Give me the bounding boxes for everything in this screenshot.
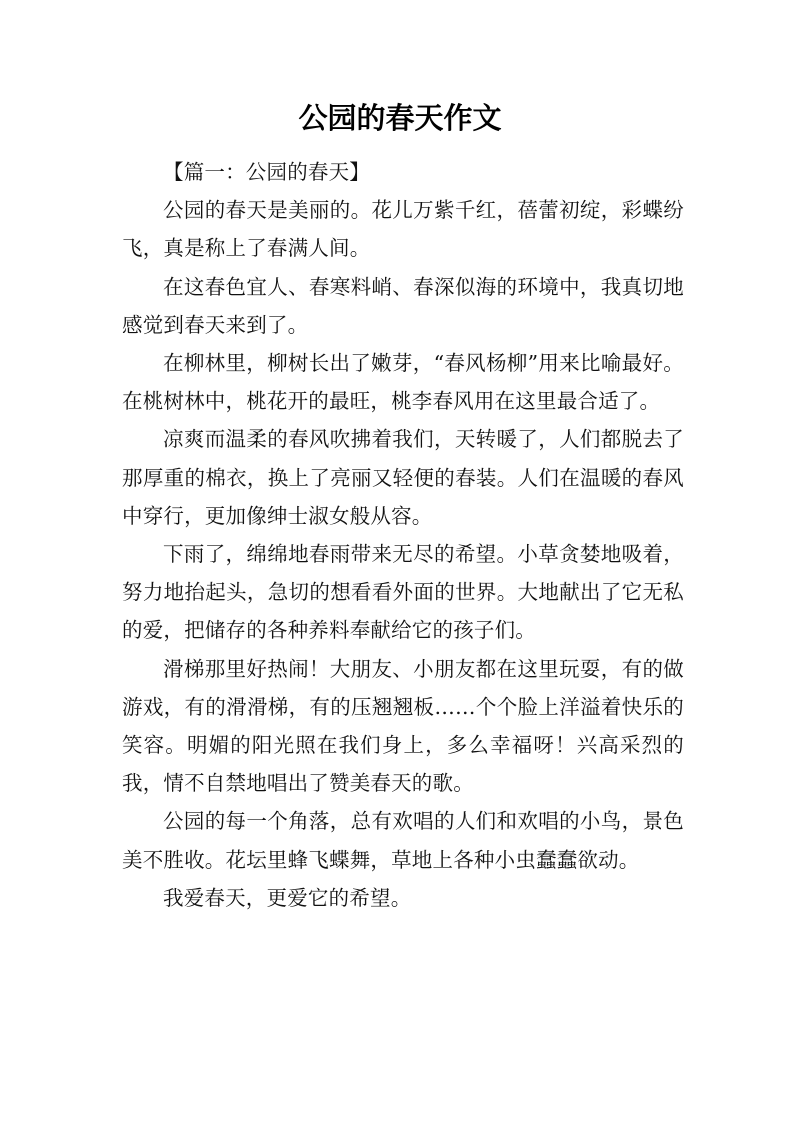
paragraph-1: 公园的春天是美丽的。花儿万紫千红，蓓蕾初绽，彩蝶纷飞，真是称上了春满人间。 xyxy=(122,198,684,261)
paragraph-5: 下雨了，绵绵地春雨带来无尽的希望。小草贪婪地吸着，努力地抬起头，急切的想看看外面的世界。大地献出了它无私的爱，把储存的各种养料奉献给它的孩子们。 xyxy=(122,542,684,643)
section-heading: 【篇一：公园的春天】 xyxy=(163,160,370,184)
paragraph-8: 我爱春天，更爱它的希望。 xyxy=(163,885,412,910)
document-body xyxy=(122,153,684,917)
paragraph-6: 滑梯那里好热闹！大朋友、小朋友都在这里玩耍，有的做游戏，有的滑滑梯，有的压翘翘板……个个脸上洋溢着快乐的笑容。明媚的阳光照在我们身上，多么幸福呀！兴高采烈的我，情不自禁地唱出了赞美春天的歌。 xyxy=(122,656,684,796)
paragraph-4: 凉爽而温柔的春风吹拂着我们，天转暖了，人们都脱去了那厚重的棉衣，换上了亮丽又轻便的春装。人们在温暖的春风中穿行，更加像绅士淑女般从容。 xyxy=(122,427,684,528)
paragraph-2: 在这春色宜人、春寒料峭、春深似海的环境中，我真切地感觉到春天来到了。 xyxy=(122,274,684,337)
paragraph-7: 公园的每一个角落，总有欢唱的人们和欢唱的小鸟，景色美不胜收。花坛里蜂飞蝶舞，草地上各种小虫蠢蠢欲动。 xyxy=(122,809,684,872)
paragraph-3: 在柳林里，柳树长出了嫩芽，“春风杨柳”用来比喻最好。在桃树林中，桃花开的最旺，桃李春风用在这里最合适了。 xyxy=(122,351,684,414)
document-title: 公园的春天作文 xyxy=(298,101,502,135)
